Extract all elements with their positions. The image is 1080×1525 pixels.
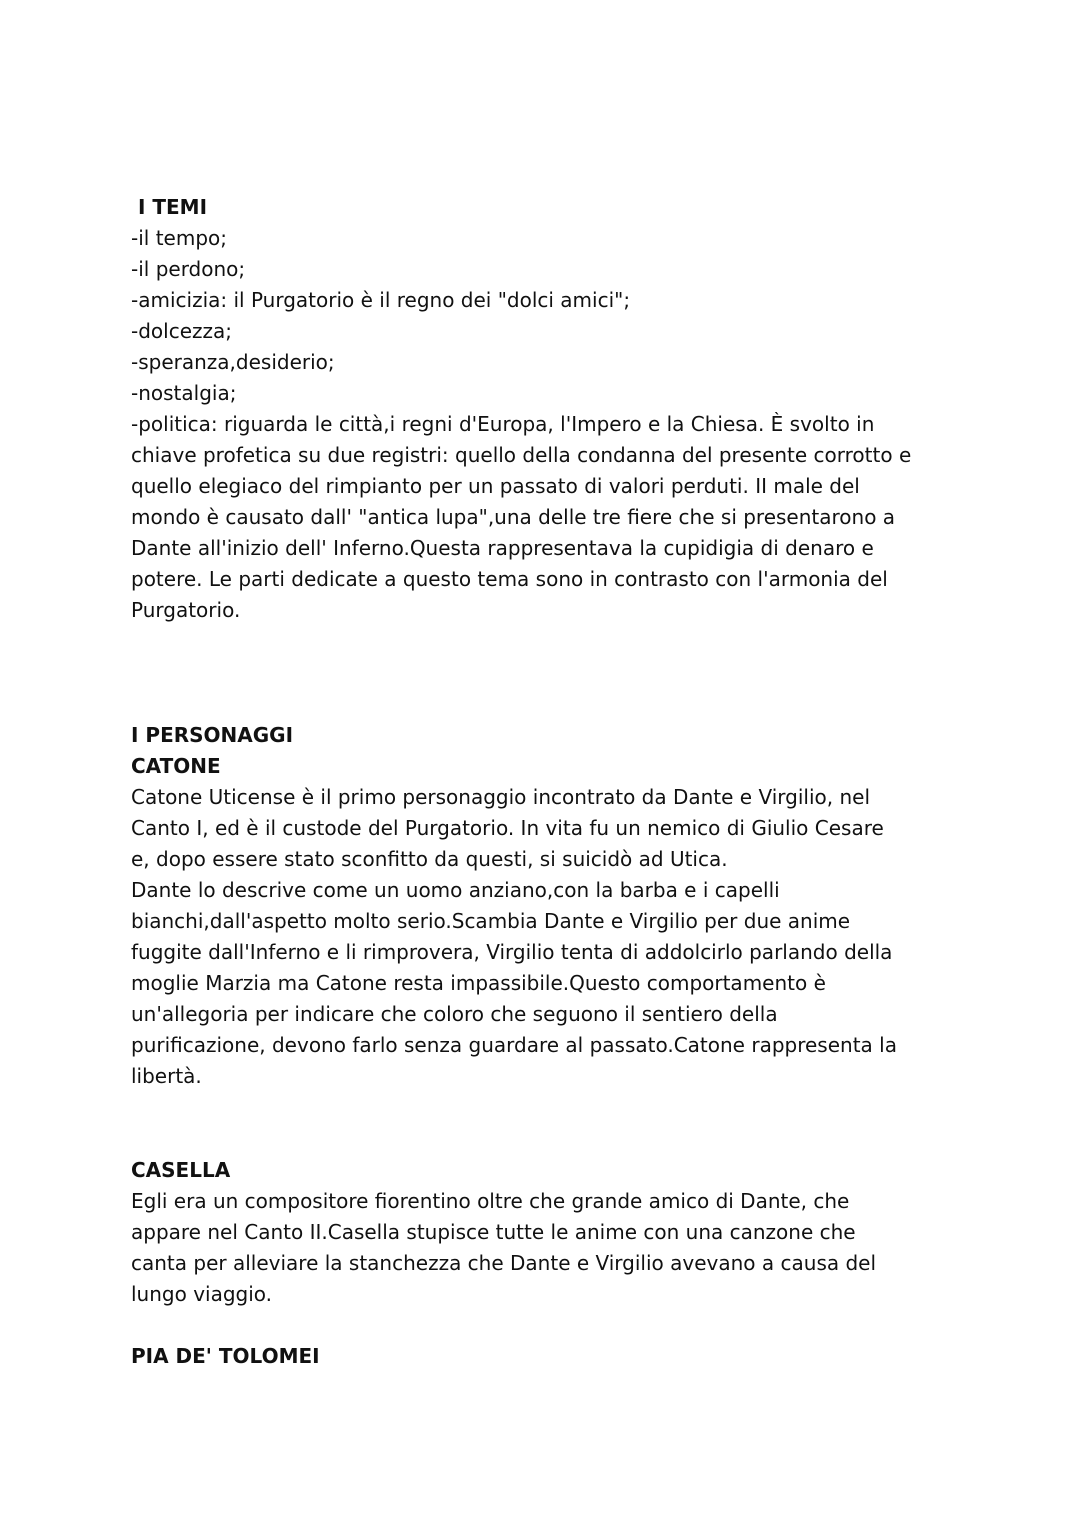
paragraph-line: -politica: riguarda le città,i regni d'Europa, l'Impero e la Chiesa. È svolto in xyxy=(131,412,875,436)
temi-item: -amicizia: il Purgatorio è il regno dei "dolci amici"; xyxy=(131,288,631,312)
paragraph-line: purificazione, devono farlo senza guardare al passato.Catone rappresenta la xyxy=(131,1033,897,1057)
catone-heading: CATONE xyxy=(131,754,221,778)
temi-heading: I TEMI xyxy=(131,195,208,219)
paragraph-line: e, dopo essere stato sconfitto da questi, si suicidò ad Utica. xyxy=(131,847,728,871)
temi-item: -dolcezza; xyxy=(131,319,232,343)
paragraph-line: quello elegiaco del rimpianto per un passato di valori perduti. II male del xyxy=(131,474,860,498)
temi-item: -speranza,desiderio; xyxy=(131,350,335,374)
paragraph-line: Canto I, ed è il custode del Purgatorio. In vita fu un nemico di Giulio Cesare xyxy=(131,816,884,840)
temi-politica-paragraph xyxy=(131,409,961,626)
casella-paragraph xyxy=(131,1186,961,1310)
casella-heading: CASELLA xyxy=(131,1158,231,1182)
paragraph-line: un'allegoria per indicare che coloro che seguono il sentiero della xyxy=(131,1002,778,1026)
paragraph-line: fuggite dall'Inferno e li rimprovera, Virgilio tenta di addolcirlo parlando della xyxy=(131,940,893,964)
paragraph-line: Purgatorio. xyxy=(131,598,241,622)
paragraph-line: chiave profetica su due registri: quello della condanna del presente corrotto e xyxy=(131,443,912,467)
paragraph-line: bianchi,dall'aspetto molto serio.Scambia Dante e Virgilio per due anime xyxy=(131,909,851,933)
paragraph-line: appare nel Canto II.Casella stupisce tutte le anime con una canzone che xyxy=(131,1220,856,1244)
paragraph-line: potere. Le parti dedicate a questo tema sono in contrasto con l'armonia del xyxy=(131,567,888,591)
paragraph-line: libertà. xyxy=(131,1064,202,1088)
temi-item: -nostalgia; xyxy=(131,381,237,405)
personaggi-heading: I PERSONAGGI xyxy=(131,723,294,747)
paragraph-line: Catone Uticense è il primo personaggio incontrato da Dante e Virgilio, nel xyxy=(131,785,870,809)
temi-item: -il tempo; xyxy=(131,226,227,250)
temi-item: -il perdono; xyxy=(131,257,246,281)
temi-list xyxy=(131,223,961,409)
paragraph-line: mondo è causato dall' "antica lupa",una delle tre fiere che si presentarono a xyxy=(131,505,896,529)
paragraph-line: canta per alleviare la stanchezza che Dante e Virgilio avevano a causa del xyxy=(131,1251,877,1275)
catone-paragraph xyxy=(131,782,961,1092)
spacer xyxy=(131,626,961,720)
spacer xyxy=(131,1310,961,1341)
paragraph-line: lungo viaggio. xyxy=(131,1282,273,1306)
paragraph-line: moglie Marzia ma Catone resta impassibile.Questo comportamento è xyxy=(131,971,826,995)
paragraph-line: Dante all'inizio dell' Inferno.Questa rappresentava la cupidigia di denaro e xyxy=(131,536,874,560)
paragraph-line: Egli era un compositore fiorentino oltre che grande amico di Dante, che xyxy=(131,1189,850,1213)
document-page xyxy=(131,192,961,1372)
spacer xyxy=(131,1092,961,1155)
pia-heading: PIA DE' TOLOMEI xyxy=(131,1344,320,1368)
paragraph-line: Dante lo descrive come un uomo anziano,con la barba e i capelli xyxy=(131,878,780,902)
